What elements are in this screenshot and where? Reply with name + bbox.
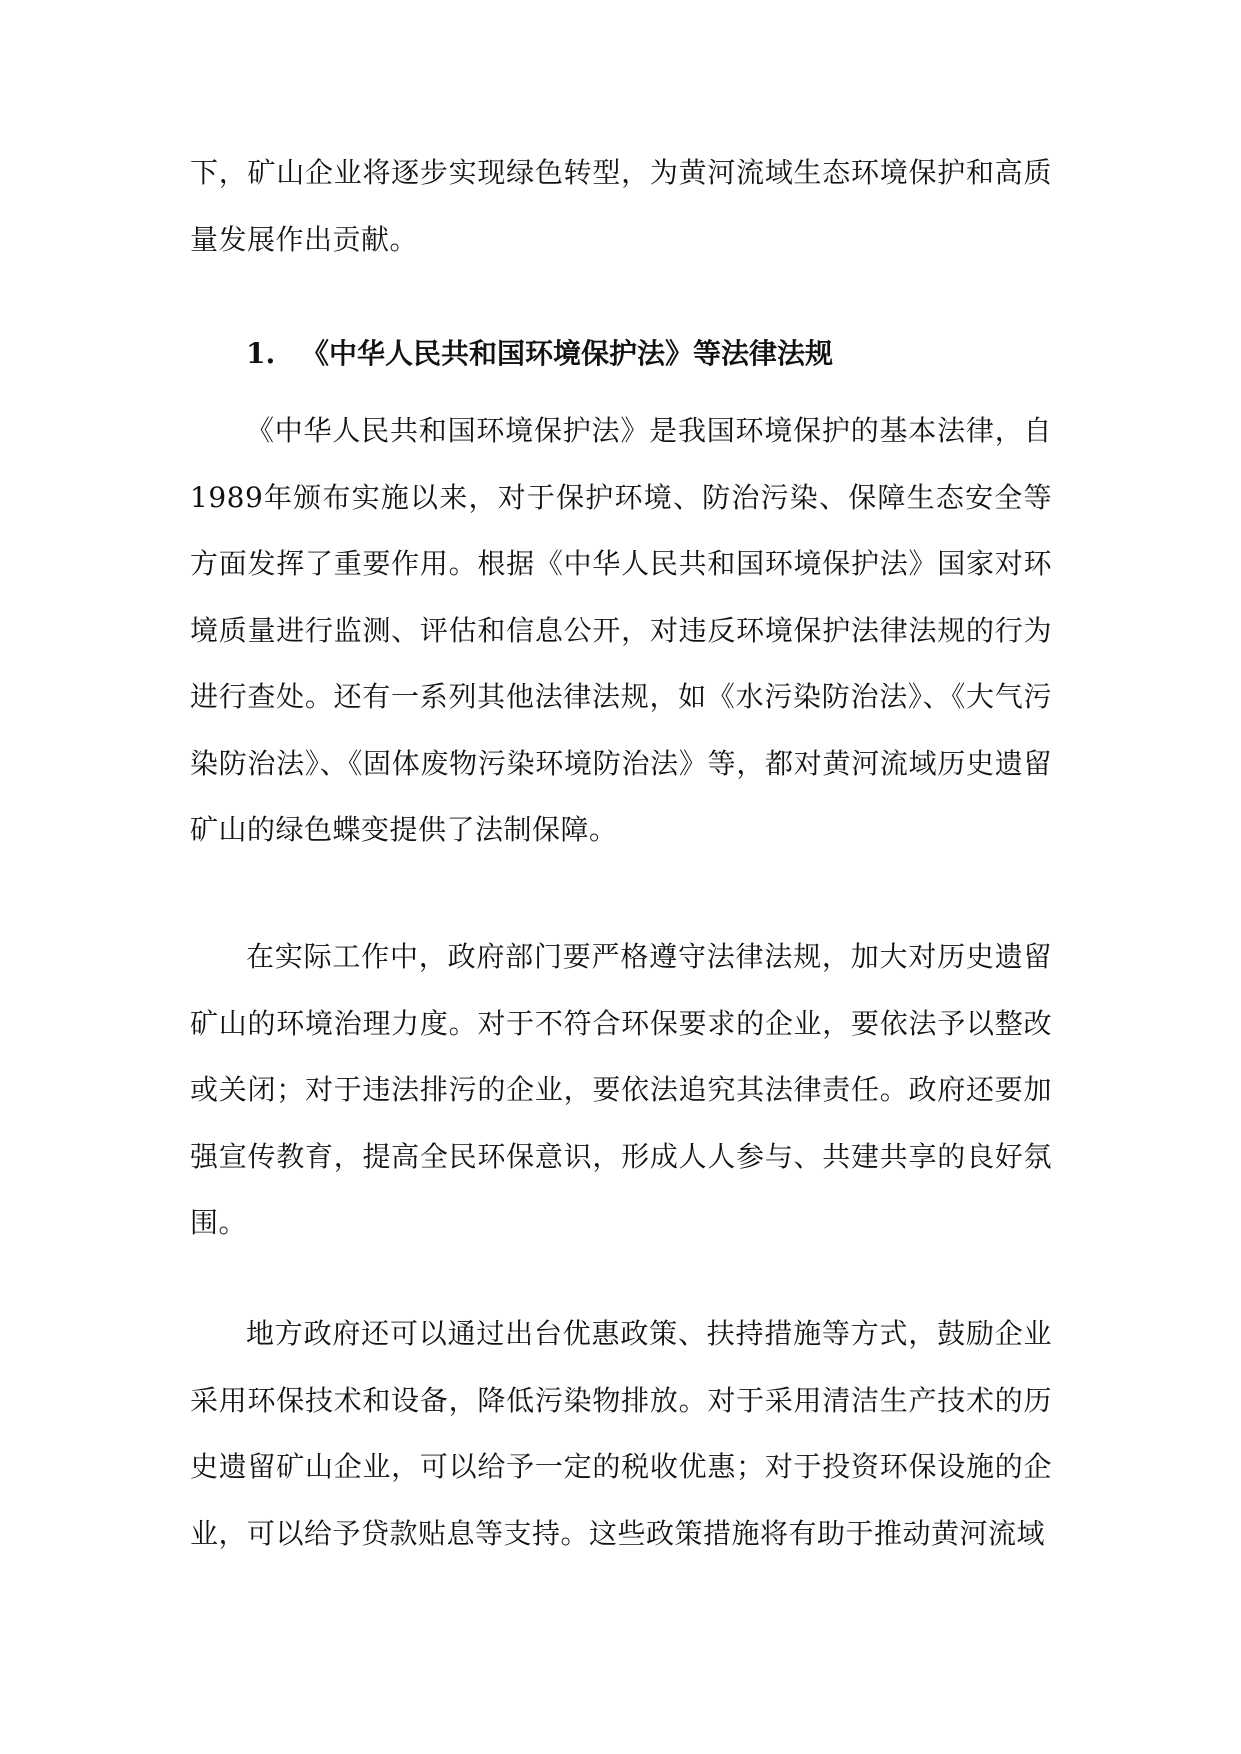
paragraph-local-policy: 地方政府还可以通过出台优惠政策、扶持措施等方式，鼓励企业采用环保技术和设备，降低污染物排放。对于采用清洁生产技术的历史遗留矿山企业，可以给予一定的税收优惠；对于投资环保设施的企业，可以给予贷款贴息等支持。这些政策措施将有助于推动黄河流域 <box>190 1317 1052 1550</box>
paragraph-government-enforcement: 在实际工作中，政府部门要严格遵守法律法规，加大对历史遗留矿山的环境治理力度。对于不符合环保要求的企业，要依法予以整改或关闭；对于违法排污的企业，要依法追究其法律责任。政府还要加强宣传教育，提高全民环保意识，形成人人参与、共建共享的良好氛围。 <box>190 940 1052 1239</box>
section-number: 1. <box>246 337 276 370</box>
section-title: 《中华人民共和国环境保护法》等法律法规 <box>301 337 834 370</box>
section-heading <box>246 326 833 382</box>
paragraph-environmental-law: 《中华人民共和国环境保护法》是我国环境保护的基本法律，自1989年颁布实施以来，对于保护环境、防治污染、保障生态安全等方面发挥了重要作用。根据《中华人民共和国环境保护法》国家对环境质量进行监测、评估和信息公开，对违反环境保护法律法规的行为进行查处。还有一系列其他法律法规，如《水污染防治法》、《大气污染防治法》、《固体废物污染环境防治法》等，都对黄河流域历史遗留矿山的绿色蝶变提供了法制保障。 <box>190 414 1052 846</box>
continuation-paragraph: 下，矿山企业将逐步实现绿色转型，为黄河流域生态环境保护和高质量发展作出贡献。 <box>190 156 1052 256</box>
